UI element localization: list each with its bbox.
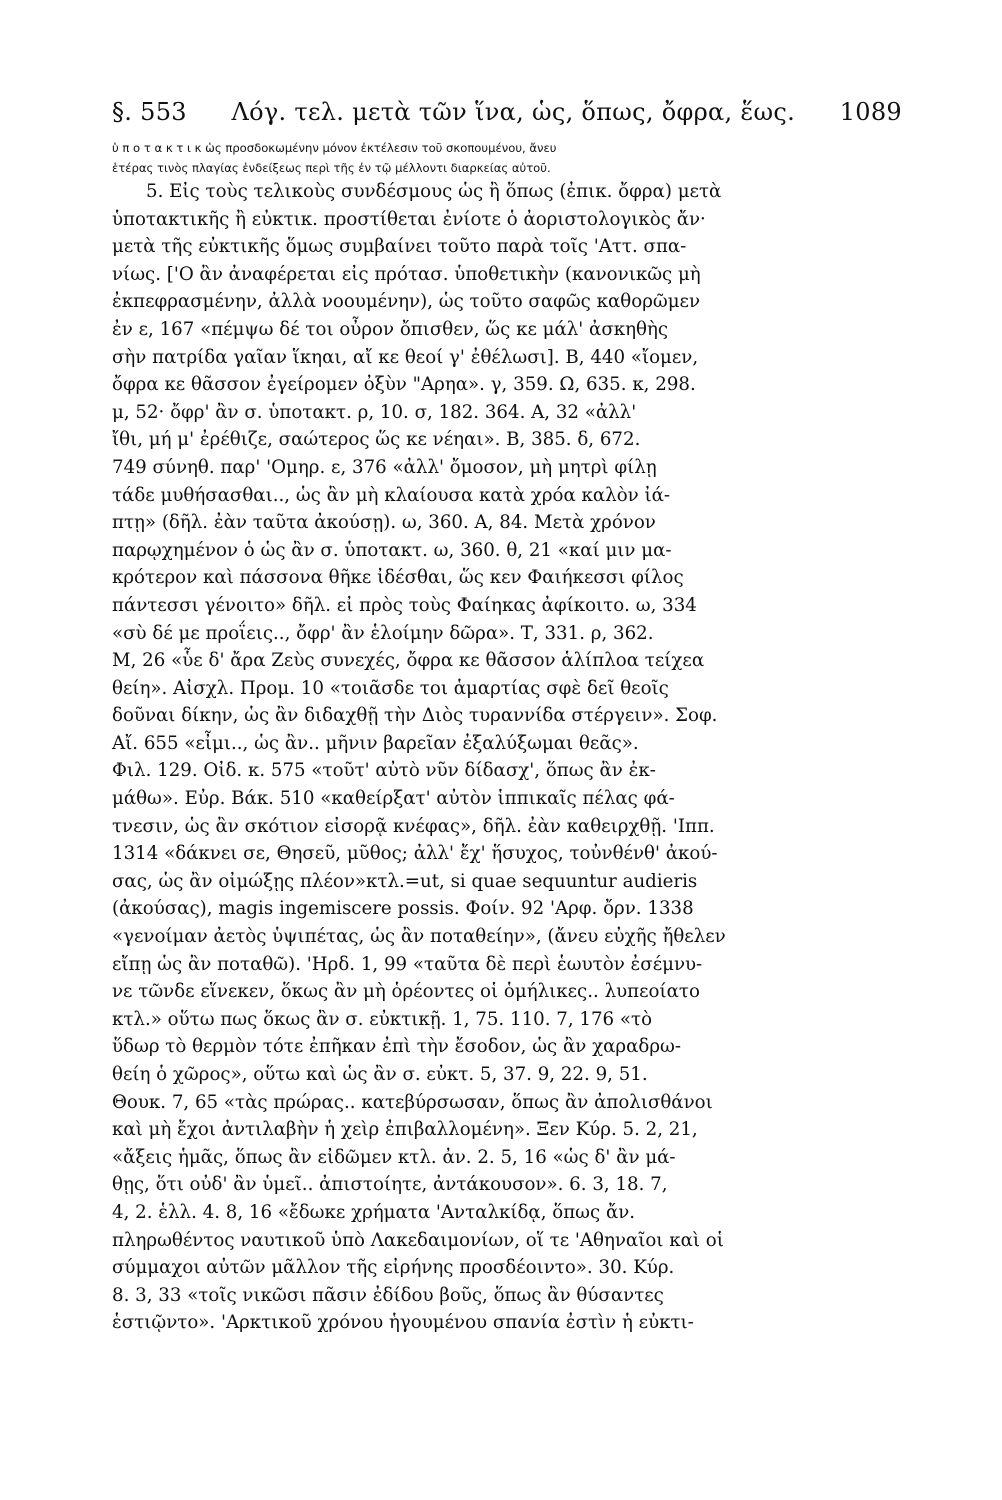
text-line: 4, 2. ἑλλ. 4. 8, 16 «ἔδωκε χρήματα 'Ανταλκίδᾳ, ὅπως ἄν. xyxy=(112,1201,636,1223)
text-line: Θουκ. 7, 65 «τὰς πρώρας.. κατεβύρσωσαν, ὅπως ἂν ἀπολισθάνοι xyxy=(112,1091,713,1113)
text-line: νίως. ['Ο ἂν ἀναφέρεται εἰς πρότασ. ὑποθετικὴν (κανονικῶς μὴ xyxy=(112,263,701,285)
text-line: εἴπῃ ὡς ἂν ποταθῶ). 'Ηρδ. 1, 99 «ταῦτα δὲ περὶ ἑωυτὸν ἐσέμνυ- xyxy=(112,953,703,975)
text-line: σύμμαχοι αὐτῶν μᾶλλον τῆς εἰρήνης προσδέοιντο». 30. Κύρ. xyxy=(112,1257,675,1279)
text-line: τνεσιν, ὡς ἂν σκότιον εἰσορᾷ κνέφας», δῆλ. ἐὰν καθειρχθῇ. 'Ιππ. xyxy=(112,815,715,837)
text-line: τάδε μυθήσασθαι.., ὡς ἂν μὴ κλαίουσα κατὰ χρόα καλὸν ἰά- xyxy=(112,484,671,506)
note-line: ὑ π ο τ α κ τ ι κ ὡς προσδοκωμένην μόνον ἐκτέλεσιν τοῦ σκοπουμένου, ἄνευ xyxy=(112,141,557,155)
section-mark: §. 553 xyxy=(112,98,187,126)
text-line: θείη ὁ χῶρος», οὕτω καὶ ὡς ἂν σ. εὐκτ. 5, 37. 9, 22. 9, 51. xyxy=(112,1064,648,1085)
text-line: μάθω». Εὐρ. Βάκ. 510 «καθείρξατ' αὐτὸν ἱππικαῖς πέλας φά- xyxy=(112,788,675,810)
text-line: «γενοίμαν ἀετὸς ὑψιπέτας, ὡς ἂν ποταθείην», (ἄνευ εὐχῆς ἤθελεν xyxy=(112,926,726,948)
text-line: «ἄξεις ἡμᾶς, ὅπως ἂν εἰδῶμεν κτλ. ἀν. 2. 5, 16 «ὡς δ' ἂν μά- xyxy=(112,1146,676,1168)
running-header xyxy=(112,98,902,126)
text-line: πληρωθέντος ναυτικοῦ ὑπὸ Λακεδαιμονίων, οἵ τε 'Αθηναῖοι καὶ οἱ xyxy=(112,1229,724,1251)
text-line: μετὰ τῆς εὐκτικῆς ὅμως συμβαίνει τοῦτο παρὰ τοῖς 'Αττ. σπα- xyxy=(112,236,687,258)
text-line: 5. Εἰς τοὺς τελικοὺς συνδέσμους ὡς ἢ ὅπως (ἐπικ. ὄφρα) μετὰ xyxy=(146,181,722,202)
main-text xyxy=(112,178,902,1337)
text-line: «σὺ δέ με προΐεις.., ὄφρ' ἂν ἑλοίμην δῶρα». Τ, 331. ρ, 362. xyxy=(112,622,654,644)
text-line: κρότερον καὶ πάσσονα θῆκε ἰδέσθαι, ὥς κεν Φαιήκεσσι φίλος xyxy=(112,567,684,589)
text-line: μ, 52· ὄφρ' ἂν σ. ὑποτακτ. ρ, 10. σ, 182. 364. Α, 32 «ἀλλ' xyxy=(112,401,637,423)
text-line: 8. 3, 33 «τοῖς νικῶσι πᾶσιν ἐδίδου βοῦς, ὅπως ἂν θύσαντες xyxy=(112,1284,664,1306)
text-line: ἴθι, μή μ' ἐρέθιζε, σαώτερος ὥς κε νέηαι». Β, 385. δ, 672. xyxy=(112,429,641,451)
text-line: Φιλ. 129. Οἰδ. κ. 575 «τοῦτ' αὐτὸ νῦν δίδασχ', ὅπως ἂν ἐκ- xyxy=(112,760,656,782)
text-line: σας, ὡς ἂν οἰμώξῃς πλέον»κτλ.=ut, si quae sequuntur audieris xyxy=(112,870,698,892)
text-line: καὶ μὴ ἔχοι ἀντιλαβὴν ἡ χεὶρ ἐπιβαλλομένη». Ξεν Κύρ. 5. 2, 21, xyxy=(112,1119,698,1141)
page-number: 1089 xyxy=(839,98,902,126)
text-line: 749 σύνηθ. παρ' 'Ομηρ. ε, 376 «ἀλλ' ὄμοσον, μὴ μητρὶ φίλῃ xyxy=(112,456,657,478)
text-line: ὄφρα κε θᾶσσον ἐγείρομεν ὀξὺν "Αρηα». γ, 359. Ω, 635. κ, 298. xyxy=(112,374,696,396)
text-line: 1314 «δάκνει σε, Θησεῦ, μῦθος; ἀλλ' ἔχ' ἥσυχος, τοὐνθένθ' ἀκού- xyxy=(112,843,718,865)
text-line: Μ, 26 «ὗε δ' ἄρα Ζεὺς συνεχές, ὄφρα κε θᾶσσον ἁλίπλοα τείχεα xyxy=(112,650,705,672)
text-line: ὕδωρ τὸ θερμὸν τότε ἐπῆκαν ἐπὶ τὴν ἔσοδον, ὡς ἂν χαραδρω- xyxy=(112,1036,682,1058)
note-line: ἑτέρας τινὸς πλαγίας ἐνδείξεως περὶ τῆς ἐν τῷ μέλλοντι διαρκείας αὐτοῦ. xyxy=(112,161,551,175)
running-title: Λόγ. τελ. μετὰ τῶν ἵνα, ὡς, ὅπως, ὄφρα, ἕως. xyxy=(231,98,796,126)
text-line: πτῃ» (δῆλ. ἐὰν ταῦτα ἀκούσῃ). ω, 360. Α, 84. Μετὰ χρόνον xyxy=(112,512,656,534)
text-line: ἐκπεφρασμένην, ἀλλὰ νοουμένην), ὡς τοῦτο σαφῶς καθορῶμεν xyxy=(112,291,701,313)
text-line: παρῳχημένον ὁ ὡς ἂν σ. ὑποτακτ. ω, 360. θ, 21 «καί μιν μα- xyxy=(112,539,672,561)
text-line: Αἴ. 655 «εἶμι.., ὡς ἂν.. μῆνιν βαρεῖαν ἐξαλύξωμαι θεᾶς». xyxy=(112,732,639,754)
text-line: ἑστιῷντο». 'Αρκτικοῦ χρόνου ἡγουμένου σπανία ἐστὶν ἡ εὐκτι- xyxy=(112,1312,694,1334)
text-line: θείη». Αἰσχλ. Προμ. 10 «τοιᾶσδε τοι ἁμαρτίας σφὲ δεῖ θεοῖς xyxy=(112,677,669,699)
text-line: νε τῶνδε εἵνεκεν, ὅκως ἂν μὴ ὁρέοντες οἱ ὁμήλικες.. λυπεοίατο xyxy=(112,981,700,1003)
text-line: ὑποτακτικῆς ἢ εὐκτικ. προστίθεται ἐνίοτε ὁ ἀοριστολογικὸς ἄν· xyxy=(112,208,706,230)
text-line: σὴν πατρίδα γαῖαν ἵκηαι, αἴ κε θεοί γ' ἐθέλωσι]. Β, 440 «ἴομεν, xyxy=(112,346,699,368)
text-line: πάντεσσι γένοιτο» δῆλ. εἰ πρὸς τοὺς Φαίηκας ἀφίκοιτο. ω, 334 xyxy=(112,594,697,616)
text-line: δοῦναι δίκην, ὡς ἂν διδαχθῇ τὴν Διὸς τυραννίδα στέργειν». Σοφ. xyxy=(112,705,718,727)
text-line: θῃς, ὅτι οὐδ' ἂν ὑμεῖ.. ἀπιστοίητε, ἀντάκουσον». 6. 3, 18. 7, xyxy=(112,1174,668,1196)
text-line: (ἀκούσας), magis ingemiscere possis. Φοίν. 92 'Αρφ. ὄρν. 1338 xyxy=(112,898,694,920)
continued-note xyxy=(112,138,902,178)
text-line: ἐν ε, 167 «πέμψω δέ τοι οὖρον ὄπισθεν, ὥς κε μάλ' ἀσκηθὴς xyxy=(112,318,669,340)
text-line: κτλ.» οὕτω πως ὅκως ἂν σ. εὐκτικῇ. 1, 75. 110. 7, 176 «τὸ xyxy=(112,1008,653,1030)
